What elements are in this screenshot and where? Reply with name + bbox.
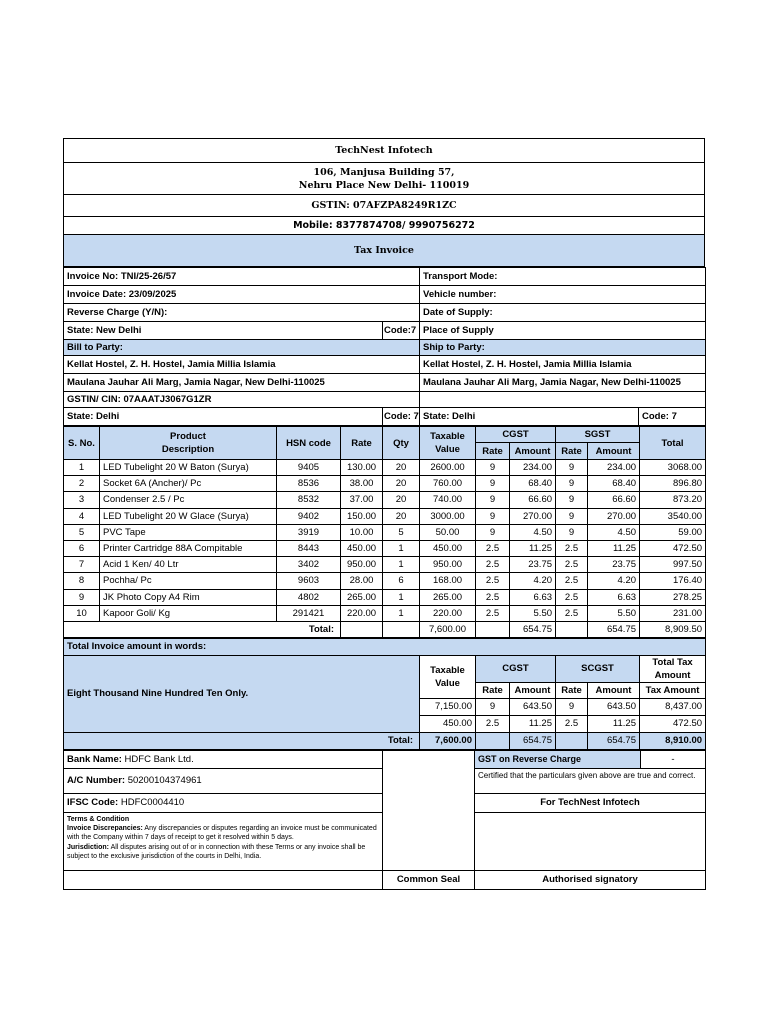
item-sgst-amount: 11.25 [588, 540, 640, 556]
item-hsn: 9402 [277, 508, 341, 524]
bill-to-state-code: Code: 7 [383, 408, 420, 426]
item-sgst-rate: 2.5 [556, 605, 588, 621]
place-of-supply: Place of Supply [420, 322, 706, 340]
col-cgst-amount: Amount [510, 443, 556, 460]
item-rate: 37.00 [341, 492, 383, 508]
items-total-taxable: 7,600.00 [420, 621, 476, 637]
terms-and-conditions [64, 812, 383, 870]
table-row [64, 605, 706, 621]
item-total: 278.25 [640, 589, 706, 605]
item-sno: 7 [64, 557, 100, 573]
item-hsn: 9603 [277, 573, 341, 589]
item-sgst-amount: 6.63 [588, 589, 640, 605]
table-row [64, 557, 706, 573]
item-sno: 2 [64, 476, 100, 492]
table-row [64, 508, 706, 524]
summary-total-taxable: 7,600.00 [420, 732, 476, 749]
account-number [64, 768, 383, 793]
item-total: 472.50 [640, 540, 706, 556]
col-sgst-amount: Amount [588, 443, 640, 460]
item-description: Socket 6A (Ancher)/ Pc [100, 476, 277, 492]
ship-to-heading: Ship to Party: [420, 340, 706, 356]
item-cgst-rate: 2.5 [476, 557, 510, 573]
invoice-details [63, 267, 706, 426]
company-header [63, 138, 705, 267]
terms-jurisdiction-text: All disputes arising out of or in connection with these Terms or any invoice shall be subject to the exclusive jurisdiction of the courts in Delhi, India. [67, 843, 366, 861]
ship-to-state-code: Code: 7 [639, 408, 706, 426]
item-rate: 950.00 [341, 557, 383, 573]
amount-in-words-heading: Total Invoice amount in words: [64, 638, 706, 655]
item-description: Printer Cartridge 88A Compitable [100, 540, 277, 556]
item-description: LED Tubelight 20 W Glace (Surya) [100, 508, 277, 524]
item-sgst-amount: 23.75 [588, 557, 640, 573]
bill-to-line2: Maulana Jauhar Ali Marg, Jamia Nagar, New Delhi-110025 [64, 374, 420, 392]
item-cgst-amount: 4.50 [510, 524, 556, 540]
item-total: 3068.00 [640, 460, 706, 476]
summary-col-scgst: SCGST [556, 655, 640, 682]
item-taxable: 220.00 [420, 605, 476, 621]
ifsc-code-label: IFSC Code: [67, 797, 119, 809]
item-hsn: 291421 [277, 605, 341, 621]
document-title: Tax Invoice [64, 235, 705, 267]
item-total: 997.50 [640, 557, 706, 573]
item-sgst-amount: 68.40 [588, 476, 640, 492]
item-sgst-amount: 4.50 [588, 524, 640, 540]
signature-area [475, 812, 706, 870]
item-taxable: 265.00 [420, 589, 476, 605]
item-hsn: 3402 [277, 557, 341, 573]
table-row [64, 524, 706, 540]
item-rate: 28.00 [341, 573, 383, 589]
item-cgst-rate: 9 [476, 508, 510, 524]
item-hsn: 8532 [277, 492, 341, 508]
summary-total-blank-cgst-rate [476, 732, 510, 749]
summary-row2-tax: 472.50 [640, 715, 706, 732]
item-qty: 20 [383, 460, 420, 476]
item-total: 3540.00 [640, 508, 706, 524]
item-taxable: 50.00 [420, 524, 476, 540]
item-taxable: 2600.00 [420, 460, 476, 476]
item-qty: 5 [383, 524, 420, 540]
col-product-line1: Product [170, 431, 206, 442]
authorised-signatory: Authorised signatory [475, 870, 706, 889]
reverse-charge: Reverse Charge (Y/N): [64, 304, 420, 322]
tax-summary [63, 638, 706, 750]
item-rate: 450.00 [341, 540, 383, 556]
item-cgst-amount: 5.50 [510, 605, 556, 621]
vehicle-number: Vehicle number: [420, 286, 706, 304]
item-taxable: 450.00 [420, 540, 476, 556]
bill-to-heading: Bill to Party: [64, 340, 420, 356]
summary-total-blank-sgst-rate [556, 732, 588, 749]
col-rate: Rate [341, 427, 383, 460]
item-hsn: 8443 [277, 540, 341, 556]
item-rate: 150.00 [341, 508, 383, 524]
invoice-number: Invoice No: TNI/25-26/57 [64, 268, 420, 286]
bank-name-value: HDFC Bank Ltd. [121, 753, 194, 765]
summary-col-taxable [420, 655, 476, 698]
item-cgst-amount: 23.75 [510, 557, 556, 573]
item-qty: 1 [383, 557, 420, 573]
item-sgst-rate: 9 [556, 508, 588, 524]
item-sno: 4 [64, 508, 100, 524]
item-cgst-rate: 2.5 [476, 605, 510, 621]
item-cgst-rate: 2.5 [476, 540, 510, 556]
item-sgst-rate: 2.5 [556, 589, 588, 605]
summary-row2-sgst-amount: 11.25 [588, 715, 640, 732]
item-total: 59.00 [640, 524, 706, 540]
item-cgst-amount: 270.00 [510, 508, 556, 524]
ifsc-code-value: HDFC0004410 [118, 797, 185, 809]
common-seal: Common Seal [383, 870, 475, 889]
item-sno: 9 [64, 589, 100, 605]
item-hsn: 9405 [277, 460, 341, 476]
col-cgst: CGST [476, 427, 556, 443]
col-sno: S. No. [64, 427, 100, 460]
invoice-date: Invoice Date: 23/09/2025 [64, 286, 420, 304]
col-sgst: SGST [556, 427, 640, 443]
bill-to-line1: Kellat Hostel, Z. H. Hostel, Jamia Millia Islamia [64, 356, 420, 374]
item-cgst-amount: 4.20 [510, 573, 556, 589]
item-taxable: 740.00 [420, 492, 476, 508]
item-sno: 10 [64, 605, 100, 621]
summary-total-cgst: 654.75 [510, 732, 556, 749]
item-cgst-rate: 2.5 [476, 589, 510, 605]
tax-invoice [63, 138, 705, 890]
table-row [64, 460, 706, 476]
item-taxable: 760.00 [420, 476, 476, 492]
item-qty: 20 [383, 508, 420, 524]
item-qty: 20 [383, 492, 420, 508]
col-qty: Qty [383, 427, 420, 460]
footer-blank [64, 870, 383, 889]
item-description: JK Photo Copy A4 Rim [100, 589, 277, 605]
for-company: For TechNest Infotech [475, 793, 706, 812]
item-rate: 38.00 [341, 476, 383, 492]
supplier-state-code: Code:7 [383, 322, 420, 340]
item-cgst-rate: 2.5 [476, 573, 510, 589]
item-sgst-rate: 2.5 [556, 573, 588, 589]
seal-area [383, 750, 475, 870]
items-grand-total: 8,909.50 [640, 621, 706, 637]
item-taxable: 168.00 [420, 573, 476, 589]
item-cgst-rate: 9 [476, 492, 510, 508]
col-taxable [420, 427, 476, 460]
summary-col-total-tax-line2: Amount [654, 669, 691, 681]
summary-tax-amount-header: Tax Amount [640, 682, 706, 698]
item-sno: 6 [64, 540, 100, 556]
item-hsn: 8536 [277, 476, 341, 492]
bank-name [64, 750, 383, 768]
item-cgst-amount: 66.60 [510, 492, 556, 508]
item-sgst-rate: 9 [556, 492, 588, 508]
item-sgst-amount: 270.00 [588, 508, 640, 524]
item-qty: 20 [383, 476, 420, 492]
item-rate: 10.00 [341, 524, 383, 540]
summary-row2-taxable: 450.00 [420, 715, 476, 732]
table-row [64, 589, 706, 605]
gst-reverse-charge-value: - [641, 750, 706, 768]
bill-to-gstin: GSTIN/ CIN: 07AAATJ3067G1ZR [64, 392, 420, 408]
item-sno: 1 [64, 460, 100, 476]
transport-mode: Transport Mode: [420, 268, 706, 286]
col-taxable-line2: Value [435, 444, 460, 455]
item-cgst-amount: 68.40 [510, 476, 556, 492]
item-cgst-amount: 6.63 [510, 589, 556, 605]
company-name: TechNest Infotech [64, 139, 705, 163]
certification-text: Certified that the particulars given above are true and correct. [475, 768, 706, 793]
item-sno: 3 [64, 492, 100, 508]
item-description: LED Tubelight 20 W Baton (Surya) [100, 460, 277, 476]
company-address-line1: 106, Manjusa Building 57, [313, 166, 455, 178]
summary-sgst-rate-header: Rate [556, 682, 588, 698]
summary-cgst-rate-header: Rate [476, 682, 510, 698]
items-total-blank-rate [341, 621, 383, 637]
item-qty: 1 [383, 540, 420, 556]
item-sgst-amount: 66.60 [588, 492, 640, 508]
ship-to-line1: Kellat Hostel, Z. H. Hostel, Jamia Millia Islamia [420, 356, 706, 374]
account-number-label: A/C Number: [67, 775, 126, 787]
item-qty: 6 [383, 573, 420, 589]
item-total: 896.80 [640, 476, 706, 492]
item-cgst-amount: 11.25 [510, 540, 556, 556]
table-row [64, 476, 706, 492]
ifsc-code [64, 793, 383, 812]
summary-row1-taxable: 7,150.00 [420, 698, 476, 715]
ship-to-state: State: Delhi [420, 408, 639, 426]
gst-reverse-charge-label: GST on Reverse Charge [475, 750, 641, 768]
summary-total-sgst: 654.75 [588, 732, 640, 749]
table-row [64, 492, 706, 508]
summary-row1-sgst-rate: 9 [556, 698, 588, 715]
summary-row2-sgst-rate: 2.5 [556, 715, 588, 732]
col-product-line2: Description [161, 444, 215, 455]
item-sgst-rate: 9 [556, 460, 588, 476]
item-sgst-rate: 9 [556, 476, 588, 492]
ship-to-gstin-empty [420, 392, 706, 408]
item-qty: 1 [383, 589, 420, 605]
items-total-blank-cgst-rate [476, 621, 510, 637]
summary-row1-sgst-amount: 643.50 [588, 698, 640, 715]
col-product [100, 427, 277, 460]
item-sgst-rate: 2.5 [556, 557, 588, 573]
ship-to-line2: Maulana Jauhar Ali Marg, Jamia Nagar, New Delhi-110025 [420, 374, 706, 392]
company-address-line2: Nehru Place New Delhi- 110019 [298, 179, 470, 191]
col-taxable-line1: Taxable [430, 431, 465, 442]
item-sgst-amount: 5.50 [588, 605, 640, 621]
item-description: PVC Tape [100, 524, 277, 540]
item-rate: 220.00 [341, 605, 383, 621]
item-total: 231.00 [640, 605, 706, 621]
terms-jurisdiction-label: Jurisdiction: [67, 843, 110, 851]
item-description: Kapoor Goli/ Kg [100, 605, 277, 621]
table-row [64, 540, 706, 556]
company-address [64, 163, 705, 195]
item-total: 176.40 [640, 573, 706, 589]
item-cgst-rate: 9 [476, 476, 510, 492]
item-taxable: 950.00 [420, 557, 476, 573]
items-total-blank-sgst-rate [556, 621, 588, 637]
item-description: Acid 1 Ken/ 40 Ltr [100, 557, 277, 573]
item-hsn: 3919 [277, 524, 341, 540]
item-sgst-rate: 9 [556, 524, 588, 540]
terms-heading: Terms & Condition [67, 815, 130, 823]
summary-total-label: Total: [64, 732, 420, 749]
bill-to-state: State: Delhi [64, 408, 383, 426]
col-cgst-rate: Rate [476, 443, 510, 460]
summary-row2-cgst-rate: 2.5 [476, 715, 510, 732]
summary-total-tax: 8,910.00 [640, 732, 706, 749]
item-rate: 130.00 [341, 460, 383, 476]
item-description: Pochha/ Pc [100, 573, 277, 589]
items-total-label: Total: [64, 621, 341, 637]
summary-row1-cgst-amount: 643.50 [510, 698, 556, 715]
supplier-state: State: New Delhi [64, 322, 383, 340]
summary-row1-cgst-rate: 9 [476, 698, 510, 715]
terms-discrepancies-label: Invoice Discrepancies: [67, 825, 143, 833]
item-total: 873.20 [640, 492, 706, 508]
company-gstin: GSTIN: 07AFZPA8249R1ZC [64, 195, 705, 217]
date-of-supply: Date of Supply: [420, 304, 706, 322]
item-sgst-amount: 4.20 [588, 573, 640, 589]
summary-sgst-amount-header: Amount [588, 682, 640, 698]
col-sgst-rate: Rate [556, 443, 588, 460]
item-sgst-amount: 234.00 [588, 460, 640, 476]
company-mobile: Mobile: 8377874708/ 9990756272 [64, 217, 705, 235]
summary-col-total-tax-line1: Total Tax [652, 656, 693, 668]
item-sno: 8 [64, 573, 100, 589]
footer-section [63, 750, 706, 890]
item-qty: 1 [383, 605, 420, 621]
summary-col-taxable-line2: Value [435, 677, 460, 689]
item-cgst-rate: 9 [476, 524, 510, 540]
item-sgst-rate: 2.5 [556, 540, 588, 556]
items-table [63, 426, 706, 638]
item-hsn: 4802 [277, 589, 341, 605]
summary-col-cgst: CGST [476, 655, 556, 682]
item-cgst-rate: 9 [476, 460, 510, 476]
col-total: Total [640, 427, 706, 460]
items-total-cgst: 654.75 [510, 621, 556, 637]
items-total-sgst: 654.75 [588, 621, 640, 637]
items-total-blank-qty [383, 621, 420, 637]
summary-row1-tax: 8,437.00 [640, 698, 706, 715]
amount-in-words: Eight Thousand Nine Hundred Ten Only. [64, 655, 420, 732]
item-sno: 5 [64, 524, 100, 540]
col-hsn: HSN code [277, 427, 341, 460]
item-description: Condenser 2.5 / Pc [100, 492, 277, 508]
item-rows [64, 460, 706, 622]
summary-col-taxable-line1: Taxable [430, 664, 465, 676]
item-taxable: 3000.00 [420, 508, 476, 524]
bank-name-label: Bank Name: [67, 753, 122, 765]
item-cgst-amount: 234.00 [510, 460, 556, 476]
table-row [64, 573, 706, 589]
summary-row2-cgst-amount: 11.25 [510, 715, 556, 732]
summary-col-total-tax [640, 655, 706, 682]
item-rate: 265.00 [341, 589, 383, 605]
account-number-value: 50200104374961 [125, 775, 202, 787]
terms-discrepancies-text: Any discrepancies or disputes regarding an invoice must be communicated with the Company within 7 days of receipt to get it resolved within 5 days. [67, 825, 377, 842]
summary-cgst-amount-header: Amount [510, 682, 556, 698]
